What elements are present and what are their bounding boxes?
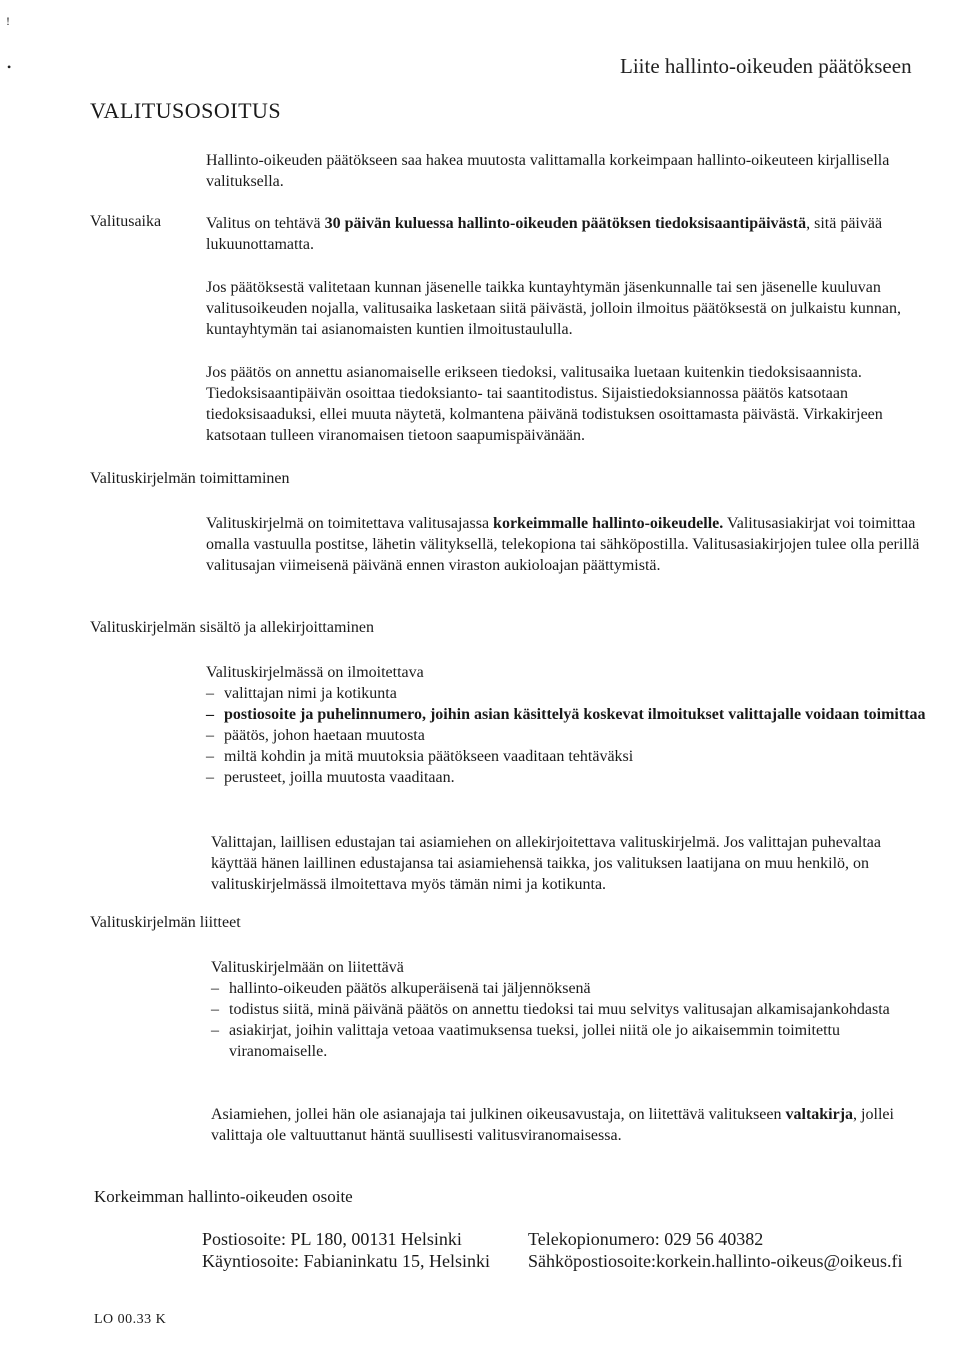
sisalto-list-item: – postiosoite ja puhelinnumero, joihin asian käsittelyä koskevat ilmoitukset valittajalle voidaan toimittaa xyxy=(206,704,926,725)
liitteet-intro: Valituskirjelmään on liitettävä xyxy=(211,959,404,976)
valitusaika-paragraph-2: Jos päätöksestä valitetaan kunnan jäsenelle taikka kuntayhtymän jäsenkunnalle tai sen jäsenelle kuuluvan valitusoikeuden nojalla, valitusaika lasketaan siitä päivästä, jolloin ilmoitus päätöksestä on julkaistu kunnan, kuntayhtymän tai asianomaisten kuntien ilmoitustaululla. xyxy=(206,279,901,338)
attachment-header: Liite hallinto-oikeuden päätökseen xyxy=(620,54,912,78)
sisalto-list xyxy=(206,683,926,788)
toimittaminen-recipient-bold: korkeimmalle hallinto-oikeudelle. xyxy=(493,515,724,532)
sisalto-list-item: – päätös, johon haetaan muutosta xyxy=(206,725,926,746)
section-label-valitusaika: Valitusaika xyxy=(90,213,162,230)
sisalto-list-item: – miltä kohdin ja mitä muutoksia päätökseen vaaditaan tehtäväksi xyxy=(206,746,926,767)
sisalto-list-item: – perusteet, joilla muutosta vaaditaan. xyxy=(206,767,926,788)
sisalto-list-item: – valittajan nimi ja kotikunta xyxy=(206,683,926,704)
valitusaika-deadline-bold: 30 päivän kuluessa hallinto-oikeuden päätöksen tiedoksisaantipäivästä xyxy=(324,215,807,232)
valtakirja-bold: valtakirja xyxy=(785,1106,854,1123)
liitteet-block xyxy=(211,957,931,1062)
toimittaminen-paragraph: Valituskirjelmä on toimitettava valitusajassa korkeimmalle hallinto-oikeudelle. Valitusasiakirjat voi toimittaa omalla vastuulla postitse, lähetin välityksellä, telekopiona tai sähköpostilla. Valitusasiakirjojen tulee olla perillä valitusajan viimeisenä päivänä ennen viraston aukioloajan päättymistä. xyxy=(206,515,920,574)
postal-address: Postiosoite: PL 180, 00131 Helsinki xyxy=(202,1229,462,1249)
stray-mark-top: ! xyxy=(6,14,10,28)
form-code: LO 00.33 K xyxy=(94,1312,167,1327)
visiting-address: Käyntiosoite: Fabianinkatu 15, Helsinki xyxy=(202,1251,490,1271)
sisalto-paragraph-2: Valittajan, laillisen edustajan tai asiamiehen on allekirjoitettava valituskirjelmä. Jos valittajan puhevaltaa käyttää hänen laillinen edustajansa tai asiamiehensä taikka, jos valituksen laatijana on muu henkilö, on valituskirjelmässä ilmoitettava myös tämän nimi ja kotikunta. xyxy=(211,834,882,893)
section-label-osoite: Korkeimman hallinto-oikeuden osoite xyxy=(94,1187,353,1206)
liitteet-list-item: – todistus siitä, minä päivänä päätös on annettu tiedoksi tai muu selvitys valitusajan alkamisajankohdasta xyxy=(211,999,931,1020)
liitteet-list-item: – hallinto-oikeuden päätös alkuperäisenä tai jäljennöksenä xyxy=(211,978,931,999)
liitteet-paragraph-2: Asiamiehen, jollei hän ole asianajaja tai julkinen oikeusavustaja, on liitettävä valitukseen valtakirja, jollei valittaja ole valtuuttanut häntä suullisesti valitusviranomaisessa. xyxy=(211,1106,894,1144)
address-left-column xyxy=(202,1228,490,1272)
liitteet-list-item: – asiakirjat, joihin valittaja vetoaa vaatimuksensa tueksi, jollei niitä ole jo aikaisemmin toimitettu viranomaiselle. xyxy=(211,1020,931,1062)
sisalto-intro: Valituskirjelmässä on ilmoitettava xyxy=(206,664,424,681)
email-address: Sähköpostiosoite:korkein.hallinto-oikeus@oikeus.fi xyxy=(528,1251,903,1271)
fax-number: Telekopionumero: 029 56 40382 xyxy=(528,1229,764,1249)
valitusaika-paragraph-1: Valitus on tehtävä 30 päivän kuluessa hallinto-oikeuden päätöksen tiedoksisaantipäivästä, sitä päivää lukuunottamatta. xyxy=(206,215,883,253)
address-right-column xyxy=(528,1228,903,1272)
section-label-liitteet: Valituskirjelmän liitteet xyxy=(90,914,241,931)
sisalto-block xyxy=(206,662,926,788)
page-title: VALITUSOSOITUS xyxy=(90,98,282,123)
intro-paragraph: Hallinto-oikeuden päätökseen saa hakea muutosta valittamalla korkeimpaan hallinto-oikeuteen kirjallisella valituksella. xyxy=(206,152,890,190)
stray-mark-bullet: • xyxy=(7,60,12,74)
section-label-sisalto: Valituskirjelmän sisältö ja allekirjoittaminen xyxy=(90,619,374,636)
valitusaika-paragraph-3: Jos päätös on annettu asianomaiselle erikseen tiedoksi, valitusaika luetaan kuitenkin tiedoksisaannista. Tiedoksisaantipäivän osoittaa tiedoksianto- tai saantitodistus. Sijaistiedoksiannossa päätös katsotaan tiedoksisaaduksi, ellei muuta näytetä, kolmantena päivänä todistuksen osoittamasta päivästä. Virkakirjeen katsotaan tulleen viranomaisen tietoon saapumispäivänään. xyxy=(206,364,883,444)
section-label-toimittaminen: Valituskirjelmän toimittaminen xyxy=(90,470,290,487)
liitteet-list xyxy=(211,978,931,1062)
